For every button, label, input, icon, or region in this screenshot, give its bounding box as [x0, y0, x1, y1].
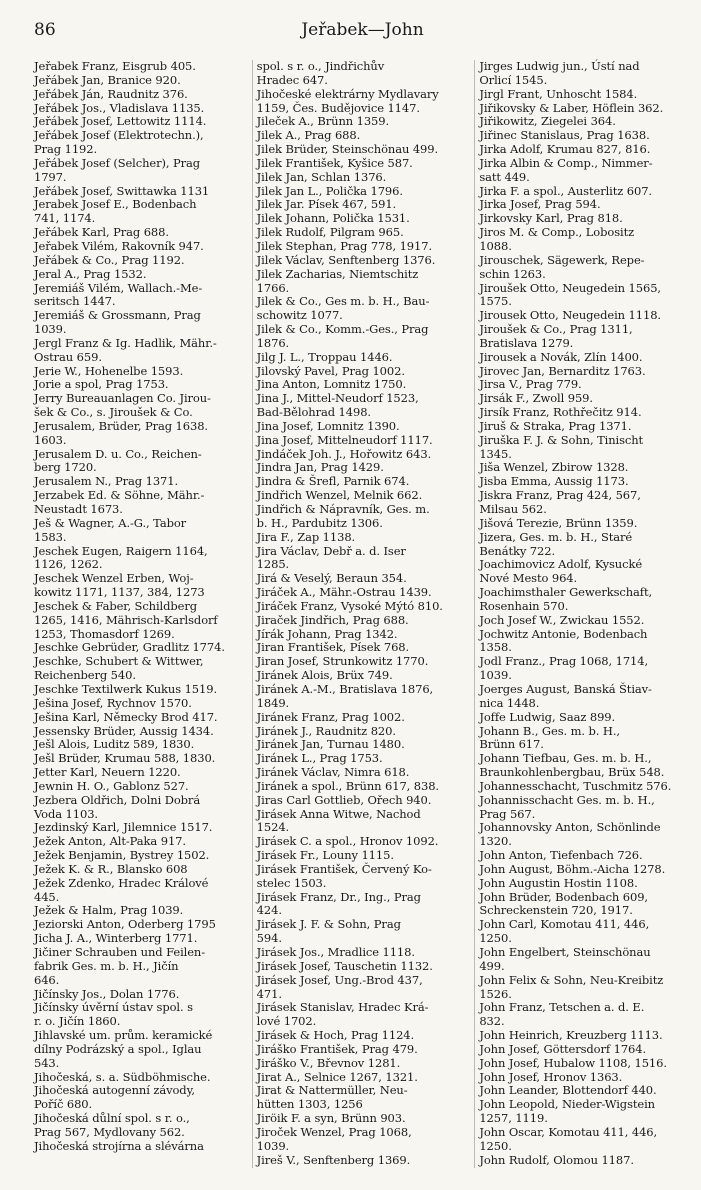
page-number: 86 — [34, 20, 56, 40]
directory-line: Jirkovsky Karl, Prag 818. — [479, 211, 623, 226]
directory-line: 1159, Čes. Budějovice 1147. — [256, 100, 420, 115]
directory-line: John Oscar, Komotau 411, 446, — [479, 1124, 658, 1139]
directory-line: Jira Václav, Debř a. d. Iser — [256, 543, 406, 558]
directory-line: Bratislava 1279. — [479, 335, 574, 350]
directory-line: Jeziorski Anton, Oderberg 1795 — [34, 917, 216, 932]
directory-line: 543. — [34, 1055, 60, 1070]
directory-line: Poříč 680. — [34, 1097, 93, 1112]
directory-line: Jeřábek Ján, Raudnitz 376. — [34, 86, 188, 101]
directory-line: Jirat & Nattermüller, Neu- — [256, 1083, 408, 1098]
directory-line: Jirásek Josef, Ung.-Brod 437, — [256, 972, 423, 987]
directory-line: 1575. — [479, 294, 512, 309]
directory-line: John Augustin Hostin 1108. — [479, 875, 638, 890]
directory-line: šek & Co., s. Jiroušek & Co. — [34, 405, 193, 420]
directory-line: Brünn 617. — [479, 737, 544, 752]
directory-line: 1876. — [256, 335, 290, 350]
directory-line: Jicha J. A., Winterberg 1771. — [34, 931, 198, 946]
directory-line: Jiroušek & Co., Prag 1311, — [479, 322, 633, 337]
directory-line: Schreckenstein 720, 1917. — [479, 903, 633, 918]
directory-line: Jiroček Wenzel, Prag 1068, — [256, 1124, 412, 1139]
directory-line: Joffe Ludwig, Saaz 899. — [479, 709, 616, 724]
directory-line: Benátky 722. — [479, 543, 556, 558]
directory-line: Jirá & Veselý, Beraun 354. — [256, 571, 407, 586]
columns — [34, 60, 691, 1168]
directory-line: Jilek A., Prag 688. — [256, 128, 361, 143]
directory-line: seritsch 1447. — [34, 294, 116, 309]
directory-line: spol. s r. o., Jindřichův — [256, 59, 385, 73]
directory-line: Jina Josef, Lomnitz 1390. — [256, 418, 400, 433]
directory-line: lové 1702. — [256, 1014, 317, 1029]
directory-line: Jirásek Jos., Mradlice 1118. — [256, 945, 415, 959]
directory-line: Jirat A., Selnice 1267, 1321. — [256, 1069, 418, 1084]
directory-line: Johannisschacht Ges. m. b. H., — [479, 792, 655, 807]
directory-line: Jírák Johann, Prag 1342. — [256, 626, 398, 641]
directory-line: Jezdinský Karl, Jilemnice 1517. — [34, 820, 213, 835]
directory-line: John Heinrich, Kreuzberg 1113. — [479, 1028, 663, 1043]
directory-line: Jetter Karl, Neuern 1220. — [34, 765, 181, 780]
directory-line: Jindra & Šrefl, Parnik 674. — [256, 474, 410, 489]
directory-line: John Josef, Hronov 1363. — [479, 1069, 623, 1084]
directory-line: Joachimsthaler Gewerkschaft, — [479, 585, 653, 600]
directory-line: Jilek Stephan, Prag 778, 1917. — [256, 238, 433, 253]
directory-line: Jeřabek Vilém, Rakovník 947. — [34, 238, 204, 253]
directory-line: Ješina Josef, Rychnov 1570. — [34, 695, 192, 710]
directory-line: Jiránek a spol., Brünn 617, 838. — [256, 778, 439, 793]
directory-line: Jodl Franz., Prag 1068, 1714, — [479, 654, 649, 669]
directory-line: Ježek Zdenko, Hradec Králové — [34, 875, 209, 890]
directory-line: Jirouschek, Sägewerk, Repe- — [479, 252, 645, 267]
directory-line: Jirsík Franz, Rothřečitz 914. — [479, 405, 642, 420]
directory-line: stelec 1503. — [256, 875, 327, 890]
directory-line: Jirovec Jan, Bernarditz 1763. — [479, 363, 646, 378]
directory-line: Jilek Jan L., Polička 1796. — [256, 183, 403, 198]
directory-line: Joachimovicz Adolf, Kysucké — [479, 557, 643, 572]
directory-line: Jirges Ludwig jun., Ústí nad — [479, 59, 640, 73]
directory-line: Jilek Jar. Písek 467, 591. — [256, 197, 397, 212]
directory-line: Jiras Carl Gottlieb, Ořech 940. — [256, 792, 432, 807]
directory-line: 1849. — [256, 695, 290, 710]
directory-line: Jindřich & Nápravník, Ges. m. — [256, 502, 430, 516]
directory-line: Jirka Josef, Prag 594. — [479, 197, 601, 212]
directory-line: Jindřich Wenzel, Melnik 662. — [256, 488, 423, 503]
directory-line: Jeřábek Jos., Vladislava 1135. — [34, 100, 205, 115]
directory-line: 1265, 1416, Mährisch-Karlsdorf — [34, 612, 218, 627]
directory-line: John Leopold, Nieder-Wigstein — [479, 1097, 655, 1112]
directory-line: Voda 1103. — [34, 806, 98, 821]
directory-line: John Anton, Tiefenbach 726. — [479, 848, 643, 863]
directory-line: 1088. — [479, 238, 512, 253]
directory-line: Jewnin H. O., Gablonz 527. — [34, 778, 189, 793]
directory-line: 1320. — [479, 834, 512, 849]
directory-line: Jiráček Franz, Vysoké Mýtó 810. — [256, 598, 443, 613]
directory-line: 1039. — [256, 1138, 290, 1153]
directory-line: hütten 1303, 1256 — [256, 1097, 363, 1112]
directory-line: Jina Josef, Mittelneudorf 1117. — [256, 432, 433, 447]
directory-line: Jeřabek Franz, Eisgrub 405. — [34, 59, 196, 73]
directory-line: 1358. — [479, 640, 512, 655]
directory-line: John Josef, Göttersdorf 1764. — [479, 1041, 647, 1056]
directory-line: Jilek Johann, Polička 1531. — [256, 211, 410, 226]
directory-line: Jireš V., Senftenberg 1369. — [256, 1152, 411, 1167]
directory-line: nica 1448. — [479, 695, 540, 710]
directory-line: 594. — [256, 931, 282, 946]
directory-line: Joerges August, Banská Štiav- — [479, 681, 652, 696]
directory-line: 1524. — [256, 820, 290, 835]
directory-line: Jeschke Textilwerk Kukus 1519. — [34, 681, 218, 696]
directory-line: Reichenberg 540. — [34, 668, 136, 683]
directory-line: Jindra Jan, Prag 1429. — [256, 460, 384, 475]
directory-line: berg 1720. — [34, 460, 97, 475]
directory-line: Prag 567. — [479, 806, 536, 821]
directory-line: Jizera, Ges. m. b. H., Staré — [479, 529, 633, 544]
directory-line: Jiran František, Písek 768. — [256, 640, 410, 655]
directory-line: Jindáček Joh. J., Hořowitz 643. — [256, 446, 432, 461]
running-head: Jeřabek—John — [301, 20, 424, 40]
directory-line: Jira F., Zap 1138. — [256, 529, 356, 544]
directory-line: Ostrau 659. — [34, 349, 102, 364]
directory-line: 1250. — [479, 1138, 512, 1153]
directory-line: Prag 567, Mydlovany 562. — [34, 1124, 185, 1139]
directory-line: Jiša Wenzel, Zbirow 1328. — [479, 460, 629, 475]
directory-line: John Rudolf, Olomou 1187. — [479, 1152, 634, 1167]
directory-line: Jeschek Wenzel Erben, Woj- — [34, 571, 194, 586]
directory-line: Jirgl Frant, Unhoscht 1584. — [479, 86, 638, 101]
directory-line: Jochwitz Antonie, Bodenbach — [479, 626, 648, 641]
directory-line: Jiröik F. a syn, Brünn 903. — [256, 1111, 406, 1126]
directory-line: Jiráško V., Břevnov 1281. — [256, 1055, 401, 1070]
directory-line: 1039. — [34, 322, 67, 337]
directory-line: 1583. — [34, 529, 67, 544]
directory-line: John Engelbert, Steinschönau — [479, 945, 651, 959]
directory-line: Neustadt 1673. — [34, 502, 123, 516]
directory-line: Jihočeská důlní spol. s r. o., — [34, 1111, 190, 1126]
directory-line: Jiránek Franz, Prag 1002. — [256, 709, 405, 724]
directory-line: Jičínsky úvěrní ústav spol. s — [34, 1000, 193, 1015]
directory-line: Jeřábek Josef (Selcher), Prag — [34, 155, 201, 170]
directory-line: Jirásek František, Červený Ko- — [256, 861, 432, 876]
directory-line: Jeřábek Josef, Swittawka 1131 — [34, 183, 210, 198]
directory-line: Jina J., Mittel-Neudorf 1523, — [256, 391, 419, 406]
directory-line: Ježek Anton, Alt-Paka 917. — [34, 834, 186, 849]
directory-line: Ježek Benjamin, Bystrey 1502. — [34, 848, 210, 863]
directory-line: John Franz, Tetschen a. d. E. — [479, 1000, 645, 1015]
directory-line: Jihočeská strojírna a slévárna — [34, 1138, 204, 1153]
directory-line: Jerzabek Ed. & Söhne, Mähr.- — [34, 488, 205, 503]
directory-line: Jiraček Jindřich, Prag 688. — [256, 612, 409, 627]
directory-line: Ješl Brüder, Krumau 588, 1830. — [34, 751, 216, 766]
directory-line: Jessensky Brüder, Aussig 1434. — [34, 723, 214, 738]
directory-line: Nové Mesto 964. — [479, 571, 578, 586]
directory-line: Rosenhain 570. — [479, 598, 569, 613]
directory-line: Johannesschacht, Tuschmitz 576. — [479, 778, 672, 793]
directory-line: Jirásek Franz, Dr., Ing., Prag — [256, 889, 421, 904]
directory-line: Jiran Josef, Strunkowitz 1770. — [256, 654, 429, 669]
directory-line: Jiros M. & Comp., Lobositz — [479, 225, 635, 240]
directory-line: Ježek K. & R., Blansko 608 — [34, 861, 188, 876]
directory-line: 1797. — [34, 169, 67, 184]
directory-line: Jirásek C. a spol., Hronov 1092. — [256, 834, 439, 849]
directory-line: John Brüder, Bodenbach 609, — [479, 889, 648, 904]
directory-line: John Leander, Blottendorf 440. — [479, 1083, 657, 1098]
directory-line: Jerie W., Hohenelbe 1593. — [34, 363, 184, 378]
directory-line: Orlicí 1545. — [479, 72, 548, 87]
directory-line: Jeřábek Josef, Lettowitz 1114. — [34, 114, 207, 129]
directory-line: Johann Tiefbau, Ges. m. b. H., — [479, 751, 652, 766]
directory-line: b. H., Pardubitz 1306. — [256, 515, 383, 530]
directory-line: Jiruška F. J. & Sohn, Tinischt — [479, 432, 644, 447]
directory-line: Jerusalem D. u. Co., Reichen- — [34, 446, 202, 461]
directory-line: Jiruš & Straka, Prag 1371. — [479, 418, 632, 433]
directory-line: 445. — [34, 889, 60, 904]
directory-line: Jezbera Oldřich, Dolni Dobrá — [34, 792, 201, 807]
column-left — [34, 60, 246, 1168]
directory-line: John August, Böhm.-Aicha 1278. — [479, 861, 666, 876]
directory-line: Jiránek Jan, Turnau 1480. — [256, 737, 405, 752]
directory-line: Jirousek Otto, Neugedein 1118. — [479, 308, 661, 323]
directory-line: Jeremiáš Vilém, Wallach.-Me- — [34, 280, 203, 295]
directory-line: 471. — [256, 986, 282, 1001]
directory-line: Jina Anton, Lomnitz 1750. — [256, 377, 407, 392]
directory-line: Jeřábek Karl, Prag 688. — [34, 225, 169, 240]
directory-line: 1285. — [256, 557, 290, 572]
directory-line: Jergl Franz & Ig. Hadlik, Mähr.- — [34, 335, 217, 350]
directory-line: Jišová Terezie, Brünn 1359. — [479, 515, 638, 530]
directory-line: 499. — [479, 958, 505, 973]
directory-line: Jihočeská, s. a. Südböhmische. — [34, 1069, 211, 1084]
directory-line: Jihočeská autogenní závody, — [34, 1083, 195, 1098]
directory-line: Jiránek A.-M., Bratislava 1876, — [256, 681, 434, 696]
directory-line: Jeral A., Prag 1532. — [34, 266, 147, 281]
directory-line: r. o. Jičín 1860. — [34, 1014, 121, 1029]
directory-line: Johannovsky Anton, Schönlinde — [479, 820, 661, 835]
directory-line: 1250. — [479, 931, 512, 946]
directory-line: Jilek Zacharias, Niemtschitz — [256, 266, 419, 281]
directory-line: 646. — [34, 972, 60, 987]
directory-line: Jirsa V., Prag 779. — [479, 377, 582, 392]
directory-line: Jihočeské elektrárny Mydlavary — [256, 86, 439, 101]
directory-line: kowitz 1171, 1137, 384, 1273 — [34, 585, 205, 600]
directory-line: Jirka Adolf, Krumau 827, 816. — [479, 142, 651, 157]
directory-line: Jiskra Franz, Prag 424, 567, — [479, 488, 641, 503]
directory-line: Jeschke, Schubert & Wittwer, — [34, 654, 204, 669]
directory-line: 1345. — [479, 446, 512, 461]
directory-line: Jirousek a Novák, Zlín 1400. — [479, 349, 643, 364]
directory-line: Jirásek Anna Witwe, Nachod — [256, 806, 421, 821]
directory-line: Jiřinec Stanislaus, Prag 1638. — [479, 128, 650, 143]
directory-line: Prag 1192. — [34, 142, 98, 157]
directory-line: Jeremiáš & Grossmann, Prag — [34, 308, 201, 323]
directory-line: Jičínsky Jos., Dolan 1776. — [34, 986, 180, 1001]
directory-line: Hradec 647. — [256, 72, 328, 87]
directory-line: Ješ & Wagner, A.-G., Tabor — [34, 515, 187, 530]
directory-line: Jilek Rudolf, Pilgram 965. — [256, 225, 404, 240]
directory-line: Jileček A., Brünn 1359. — [256, 114, 390, 129]
directory-line: 1253, Thomasdorf 1269. — [34, 626, 175, 641]
directory-line: Jiřikowitz, Ziegelei 364. — [479, 114, 616, 129]
directory-line: Jisba Emma, Aussig 1173. — [479, 474, 629, 489]
directory-line: John Carl, Komotau 411, 446, — [479, 917, 650, 932]
directory-line: Jirka Albin & Comp., Nimmer- — [479, 155, 653, 170]
directory-line: Ješina Karl, Německy Brod 417. — [34, 709, 218, 724]
directory-line: Jerry Bureauanlagen Co. Jirou- — [34, 391, 211, 406]
directory-line: Jilek Jan, Schlan 1376. — [256, 169, 387, 184]
directory-line: Jičiner Schrauben und Feilen- — [34, 945, 206, 959]
directory-line: Jirka F. a spol., Austerlitz 607. — [479, 183, 652, 198]
directory-line: 832. — [479, 1014, 505, 1029]
directory-line: Ježek & Halm, Prag 1039. — [34, 903, 184, 918]
directory-line: Jeřábek Jan, Branice 920. — [34, 72, 181, 87]
directory-line: Jerusalem, Brüder, Prag 1638. — [34, 418, 208, 433]
directory-line: 1257, 1119. — [479, 1111, 548, 1126]
column-middle — [252, 60, 469, 1168]
directory-line: Jeschek & Faber, Schildberg — [34, 598, 198, 613]
directory-line: Jilek František, Kyšice 587. — [256, 155, 413, 170]
directory-line: Jilek & Co., Ges m. b. H., Bau- — [256, 294, 430, 309]
directory-line: Jilovský Pavel, Prag 1002. — [256, 363, 405, 378]
directory-line: Jiroušek Otto, Neugedein 1565, — [479, 280, 661, 295]
directory-line: Jeschke Gebrüder, Gradlitz 1774. — [34, 640, 225, 655]
directory-line: Jiránek L., Prag 1753. — [256, 751, 383, 766]
directory-line: Jiránek J., Raudnitz 820. — [256, 723, 396, 738]
directory-line: Ješl Alois, Luditz 589, 1830. — [34, 737, 195, 752]
directory-line: 1039. — [479, 668, 512, 683]
directory-line: Jiřikovsky & Laber, Höflein 362. — [479, 100, 664, 115]
directory-line: Jilek & Co., Komm.-Ges., Prag — [256, 322, 429, 337]
directory-line: Jirásek J. F. & Sohn, Prag — [256, 917, 401, 932]
directory-line: satt 449. — [479, 169, 530, 184]
column-right — [474, 60, 691, 1168]
directory-line: Jorie a spol, Prag 1753. — [34, 377, 169, 392]
directory-line: Jirásek Stanislav, Hradec Krá- — [256, 1000, 429, 1015]
directory-line: schin 1263. — [479, 266, 546, 281]
directory-line: Jerabek Josef E., Bodenbach — [34, 197, 197, 212]
directory-line: Jerusalem N., Prag 1371. — [34, 474, 179, 489]
directory-line: Jiráško František, Prag 479. — [256, 1041, 418, 1056]
directory-line: 741, 1174. — [34, 211, 96, 226]
directory-line: Jeřábek Josef (Elektrotechn.), — [34, 128, 204, 143]
directory-line: 1603. — [34, 432, 67, 447]
directory-line: Jilek Václav, Senftenberg 1376. — [256, 252, 436, 267]
directory-line: John Josef, Hubalow 1108, 1516. — [479, 1055, 667, 1070]
directory-line: fabrik Ges. m. b. H., Jičín — [34, 958, 179, 973]
directory-line: Joch Josef W., Zwickau 1552. — [479, 612, 645, 627]
directory-line: 1126, 1262. — [34, 557, 103, 572]
directory-line: Jirásek Fr., Louny 1115. — [256, 848, 394, 863]
directory-line: Braunkohlenbergbau, Brüx 548. — [479, 765, 665, 780]
directory-line: Jiránek Alois, Brüx 749. — [256, 668, 393, 683]
directory-line: Jeřábek & Co., Prag 1192. — [34, 252, 185, 267]
directory-line: Jiráček A., Mähr.-Ostrau 1439. — [256, 585, 432, 600]
directory-line: Jilg J. L., Troppau 1446. — [256, 349, 393, 364]
directory-line: Jirsák F., Zwoll 959. — [479, 391, 593, 406]
directory-line: John Felix & Sohn, Neu-Kreibitz — [479, 972, 664, 987]
directory-line: Johann B., Ges. m. b. H., — [479, 723, 620, 738]
directory-line: dílny Podrázský a spol., Iglau — [34, 1041, 202, 1056]
directory-line: Jirásek & Hoch, Prag 1124. — [256, 1028, 415, 1043]
page-header — [34, 14, 691, 44]
directory-line: Jiránek Václav, Nimra 618. — [256, 765, 410, 780]
directory-line: 1766. — [256, 280, 290, 295]
directory-line: Jilek Brüder, Steinschönau 499. — [256, 142, 439, 157]
directory-line: 424. — [256, 903, 282, 918]
directory-line: Jihlavské um. prům. keramické — [34, 1028, 213, 1043]
directory-line: Milsau 562. — [479, 502, 547, 516]
directory-line: Jirásek Josef, Tauschetin 1132. — [256, 958, 433, 973]
directory-line: Jeschek Eugen, Raigern 1164, — [34, 543, 208, 558]
directory-line: 1526. — [479, 986, 512, 1001]
directory-line: schowitz 1077. — [256, 308, 343, 323]
directory-line: Bad-Bělohrad 1498. — [256, 405, 371, 420]
